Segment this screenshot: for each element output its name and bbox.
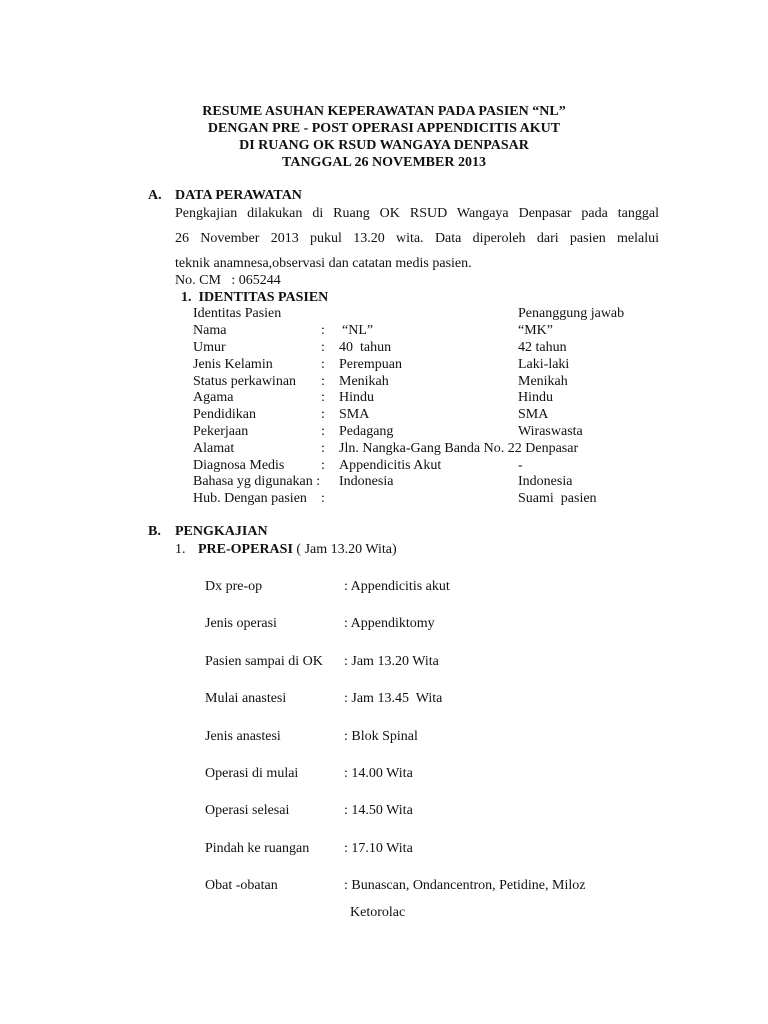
- title-line-2: DENGAN PRE - POST OPERASI APPENDICITIS AKUT: [207, 121, 561, 136]
- row-label: Hub. Dengan pasien: [193, 491, 307, 506]
- row-label: Jenis Kelamin: [193, 357, 273, 372]
- section-b-heading: PENGKAJIAN: [175, 524, 268, 539]
- item-value: : Jam 13.20 Wita: [344, 654, 439, 669]
- row-label: Umur: [193, 340, 226, 355]
- row-sep: :: [321, 407, 325, 422]
- title-line-4: TANGGAL 26 NOVEMBER 2013: [282, 155, 486, 170]
- section-a-heading: DATA PERAWATAN: [175, 188, 302, 203]
- penanggung-jawab-label: Penanggung jawab: [518, 306, 625, 321]
- identitas-heading: 1. IDENTITAS PASIEN: [181, 290, 329, 305]
- row-patient: SMA: [339, 407, 370, 422]
- pre-operasi-note: ( Jam 13.20 Wita): [292, 542, 397, 557]
- item-label: Pasien sampai di OK: [205, 654, 323, 669]
- item-value: : 14.50 Wita: [344, 803, 413, 818]
- row-label: Agama: [193, 390, 234, 405]
- row-patient: Hindu: [339, 390, 374, 405]
- row-sep: :: [321, 390, 325, 405]
- row-sep: :: [321, 424, 325, 439]
- row-guardian: Suami pasien: [518, 491, 597, 506]
- no-cm: No. CM : 065244: [175, 273, 281, 288]
- item-label: Operasi di mulai: [205, 766, 299, 781]
- item-value: : Appendicitis akut: [344, 579, 450, 594]
- item-value: : 14.00 Wita: [344, 766, 413, 781]
- item-value: : Blok Spinal: [344, 729, 418, 744]
- row-guardian: Laki-laki: [518, 357, 570, 372]
- row-patient: Perempuan: [339, 357, 402, 372]
- row-patient: Menikah: [339, 374, 389, 389]
- item-value: : Bunascan, Ondancentron, Petidine, Miloz: [344, 878, 586, 893]
- row-label: Pendidikan: [193, 407, 256, 422]
- row-guardian: Wiraswasta: [518, 424, 583, 439]
- item-value: : 17.10 Wita: [344, 841, 413, 856]
- row-sep: :: [321, 441, 325, 456]
- row-patient: 40 tahun: [339, 340, 392, 355]
- row-guardian: Menikah: [518, 374, 568, 389]
- row-patient: Pedagang: [339, 424, 394, 439]
- row-label: Diagnosa Medis: [193, 458, 285, 473]
- paragraph-line-3: teknik anamnesa,observasi dan catatan medis pasien.: [175, 256, 472, 271]
- item-label: Obat -obatan: [205, 878, 278, 893]
- row-guardian: SMA: [518, 407, 549, 422]
- title-line-1: RESUME ASUHAN KEPERAWATAN PADA PASIEN “NL”: [202, 104, 566, 119]
- item-value: : Jam 13.45 Wita: [344, 691, 443, 706]
- item-label: Pindah ke ruangan: [205, 841, 310, 856]
- item-continuation: Ketorolac: [350, 905, 406, 920]
- row-guardian: 42 tahun: [518, 340, 567, 355]
- row-label: Nama: [193, 323, 227, 338]
- row-sep: :: [321, 323, 325, 338]
- paragraph-line-1: Pengkajian dilakukan di Ruang OK RSUD Wangaya Denpasar pada tanggal: [175, 206, 659, 221]
- row-sep: :: [321, 374, 325, 389]
- item-label: Mulai anastesi: [205, 691, 287, 706]
- pre-operasi-heading: PRE-OPERASI: [198, 542, 293, 557]
- row-guardian: Indonesia: [518, 474, 573, 489]
- pre-operasi-number: 1.: [175, 542, 186, 557]
- item-label: Jenis operasi: [205, 616, 277, 631]
- row-patient: Jln. Nangka-Gang Banda No. 22 Denpasar: [339, 441, 579, 456]
- row-sep: :: [321, 491, 325, 506]
- item-value: : Appendiktomy: [344, 616, 435, 631]
- pre-operasi-line: [198, 541, 397, 558]
- item-label: Dx pre-op: [205, 579, 263, 594]
- row-sep: :: [321, 458, 325, 473]
- row-label: Alamat: [193, 441, 235, 456]
- row-label: Status perkawinan: [193, 374, 297, 389]
- item-label: Operasi selesai: [205, 803, 290, 818]
- row-patient: Appendicitis Akut: [339, 458, 442, 473]
- item-label: Jenis anastesi: [205, 729, 281, 744]
- title-line-3: DI RUANG OK RSUD WANGAYA DENPASAR: [239, 138, 529, 153]
- identitas-pasien-label: Identitas Pasien: [193, 306, 282, 321]
- row-label: Pekerjaan: [193, 424, 249, 439]
- row-sep: :: [321, 357, 325, 372]
- section-a-letter: A.: [148, 188, 162, 203]
- row-label: Bahasa yg digunakan :: [193, 474, 321, 489]
- row-patient: “NL”: [342, 323, 374, 338]
- row-guardian: Hindu: [518, 390, 553, 405]
- row-guardian: “MK”: [518, 323, 553, 338]
- row-sep: :: [321, 340, 325, 355]
- paragraph-line-2: 26 November 2013 pukul 13.20 wita. Data diperoleh dari pasien melalui: [175, 231, 659, 246]
- row-guardian: -: [518, 458, 523, 473]
- row-patient: Indonesia: [339, 474, 394, 489]
- section-b-letter: B.: [148, 524, 161, 539]
